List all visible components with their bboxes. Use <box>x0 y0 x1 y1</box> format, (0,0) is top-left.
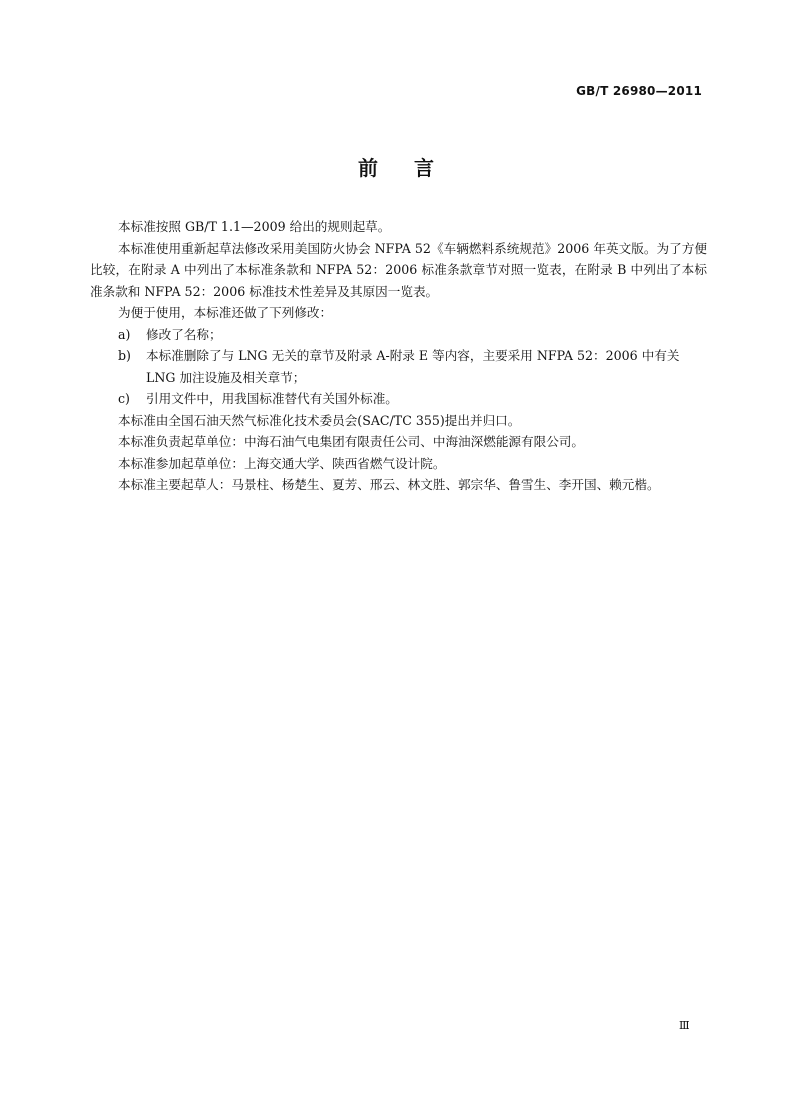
paragraph-adoption: 本标准使用重新起草法修改采用美国防火协会 NFPA 52《车辆燃料系统规范》2006 年英文版。为了方便比较，在附录 A 中列出了本标准条款和 NFPA 52：2006 标准条款章节对照一览表，在附录 B 中列出了本标准条款和 NFPA 52：2006 标准技术性差异及其原因一览表。 <box>90 240 707 299</box>
paragraph-main-drafters: 本标准主要起草人：马景柱、杨楚生、夏芳、邢云、林文胜、郭宗华、鲁雪生、李开国、赖元楷。 <box>118 477 660 492</box>
list-text: 本标准删除了与 LNG 无关的章节及附录 A-附录 E 等内容，主要采用 NFPA 52：2006 中有关 LNG 加注设施及相关章节； <box>146 348 680 385</box>
page-number: Ⅲ <box>679 1019 690 1032</box>
list-item <box>90 345 707 388</box>
list-item <box>90 388 707 410</box>
list-item <box>90 324 707 346</box>
paragraph-participating-drafters: 本标准参加起草单位：上海交通大学、陕西省燃气设计院。 <box>118 455 446 471</box>
standard-code: GB/T 26980—2011 <box>576 84 702 98</box>
paragraph-proposer: 本标准由全国石油天然气标准化技术委员会(SAC/TC 355)提出并归口。 <box>118 412 521 428</box>
page-title: 前言 <box>358 156 470 180</box>
paragraph-lead-drafters: 本标准负责起草单位：中海石油气电集团有限责任公司、中海油深燃能源有限公司。 <box>118 434 584 449</box>
paragraph-modifications-intro: 为便于使用，本标准还做了下列修改： <box>118 305 333 320</box>
paragraph-drafting-rules: 本标准按照 GB/T 1.1—2009 给出的规则起草。 <box>118 219 391 234</box>
list-marker: c) <box>118 391 130 406</box>
foreword-content <box>90 216 707 496</box>
list-marker: b) <box>118 348 131 363</box>
list-text: 修改了名称； <box>146 326 222 342</box>
list-marker: a) <box>118 326 131 342</box>
list-text: 引用文件中，用我国标准替代有关国外标准。 <box>146 391 398 406</box>
